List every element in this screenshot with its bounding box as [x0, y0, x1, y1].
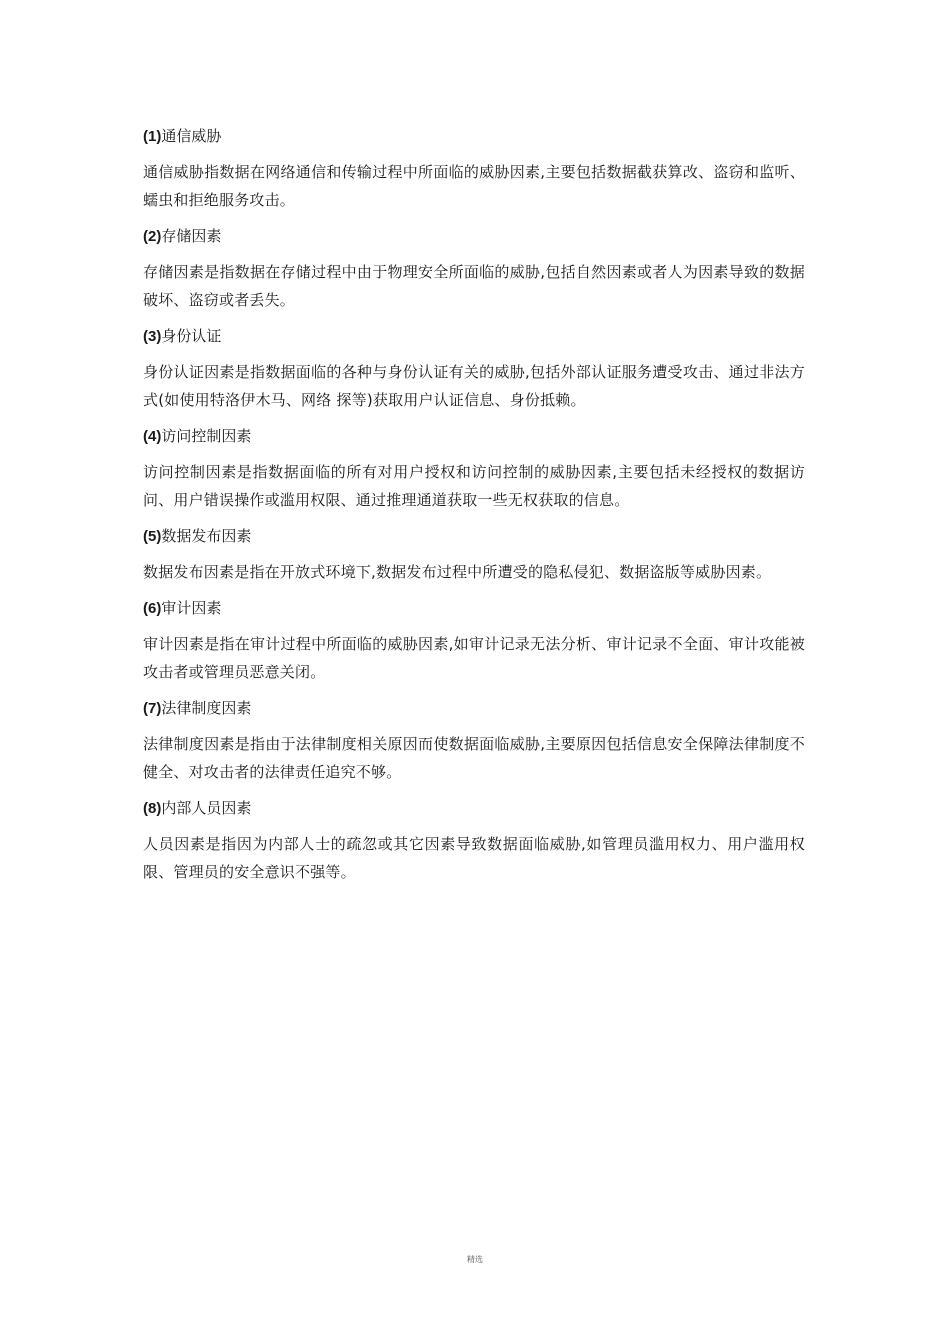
- section-title: 通信威胁: [161, 127, 222, 145]
- section-body: 审计因素是指在审计过程中所面临的威胁因素,如审计记录无法分析、审计记录不全面、审计攻能被攻击者或管理员恶意关闭。: [143, 635, 805, 681]
- section-heading: [143, 122, 805, 150]
- section-authentication: [143, 322, 805, 414]
- section-body: 数据发布因素是指在开放式环境下,数据发布过程中所遭受的隐私侵犯、数据盗版等威胁因素。: [143, 563, 772, 581]
- section-title: 身份认证: [161, 327, 222, 345]
- page-footer: 精选: [467, 1255, 483, 1264]
- section-number: (1): [143, 128, 162, 145]
- section-title: 审计因素: [161, 599, 222, 617]
- section-communication-threat: [143, 122, 805, 214]
- section-number: (5): [143, 528, 162, 545]
- section-body: 访问控制因素是指数据面临的所有对用户授权和访问控制的威胁因素,主要包括未经授权的数据访问、用户错误操作或滥用权限、通过推理通道获取一些无权获取的信息。: [143, 463, 805, 509]
- section-heading: [143, 222, 805, 250]
- section-heading: [143, 322, 805, 350]
- section-body: 通信威胁指数据在网络通信和传输过程中所面临的威胁因素,主要包括数据截获算改、盗窃和监听、蠕虫和拒绝服务攻击。: [143, 163, 805, 209]
- section-title: 数据发布因素: [161, 527, 252, 545]
- section-data-publishing: [143, 522, 805, 586]
- section-heading: [143, 794, 805, 822]
- section-title: 内部人员因素: [161, 799, 252, 817]
- section-body: 法律制度因素是指由于法律制度相关原因而使数据面临威胁,主要原因包括信息安全保障法律制度不健全、对攻击者的法律责任追究不够。: [143, 735, 805, 781]
- section-audit: [143, 594, 805, 686]
- section-title: 法律制度因素: [161, 699, 252, 717]
- section-heading: [143, 694, 805, 722]
- section-title: 访问控制因素: [161, 427, 252, 445]
- section-internal-personnel: [143, 794, 805, 886]
- section-number: (3): [143, 328, 162, 345]
- section-number: (8): [143, 800, 162, 817]
- section-number: (7): [143, 700, 162, 717]
- section-heading: [143, 594, 805, 622]
- section-number: (6): [143, 600, 162, 617]
- section-number: (4): [143, 428, 162, 445]
- section-number: (2): [143, 228, 162, 245]
- section-heading: [143, 522, 805, 550]
- section-body: 身份认证因素是指数据面临的各种与身份认证有关的威胁,包括外部认证服务遭受攻击、通过非法方式(如使用特洛伊木马、网络 探等)获取用户认证信息、身份抵赖。: [143, 363, 805, 409]
- document-content: [143, 122, 805, 894]
- section-body: 存储因素是指数据在存储过程中由于物理安全所面临的威胁,包括自然因素或者人为因素导致的数据破坏、盗窃或者丢失。: [143, 263, 805, 309]
- section-heading: [143, 422, 805, 450]
- section-storage-factor: [143, 222, 805, 314]
- section-body: 人员因素是指因为内部人士的疏忽或其它因素导致数据面临威胁,如管理员滥用权力、用户滥用权限、管理员的安全意识不强等。: [143, 835, 805, 881]
- section-title: 存储因素: [161, 227, 222, 245]
- section-legal-system: [143, 694, 805, 786]
- section-access-control: [143, 422, 805, 514]
